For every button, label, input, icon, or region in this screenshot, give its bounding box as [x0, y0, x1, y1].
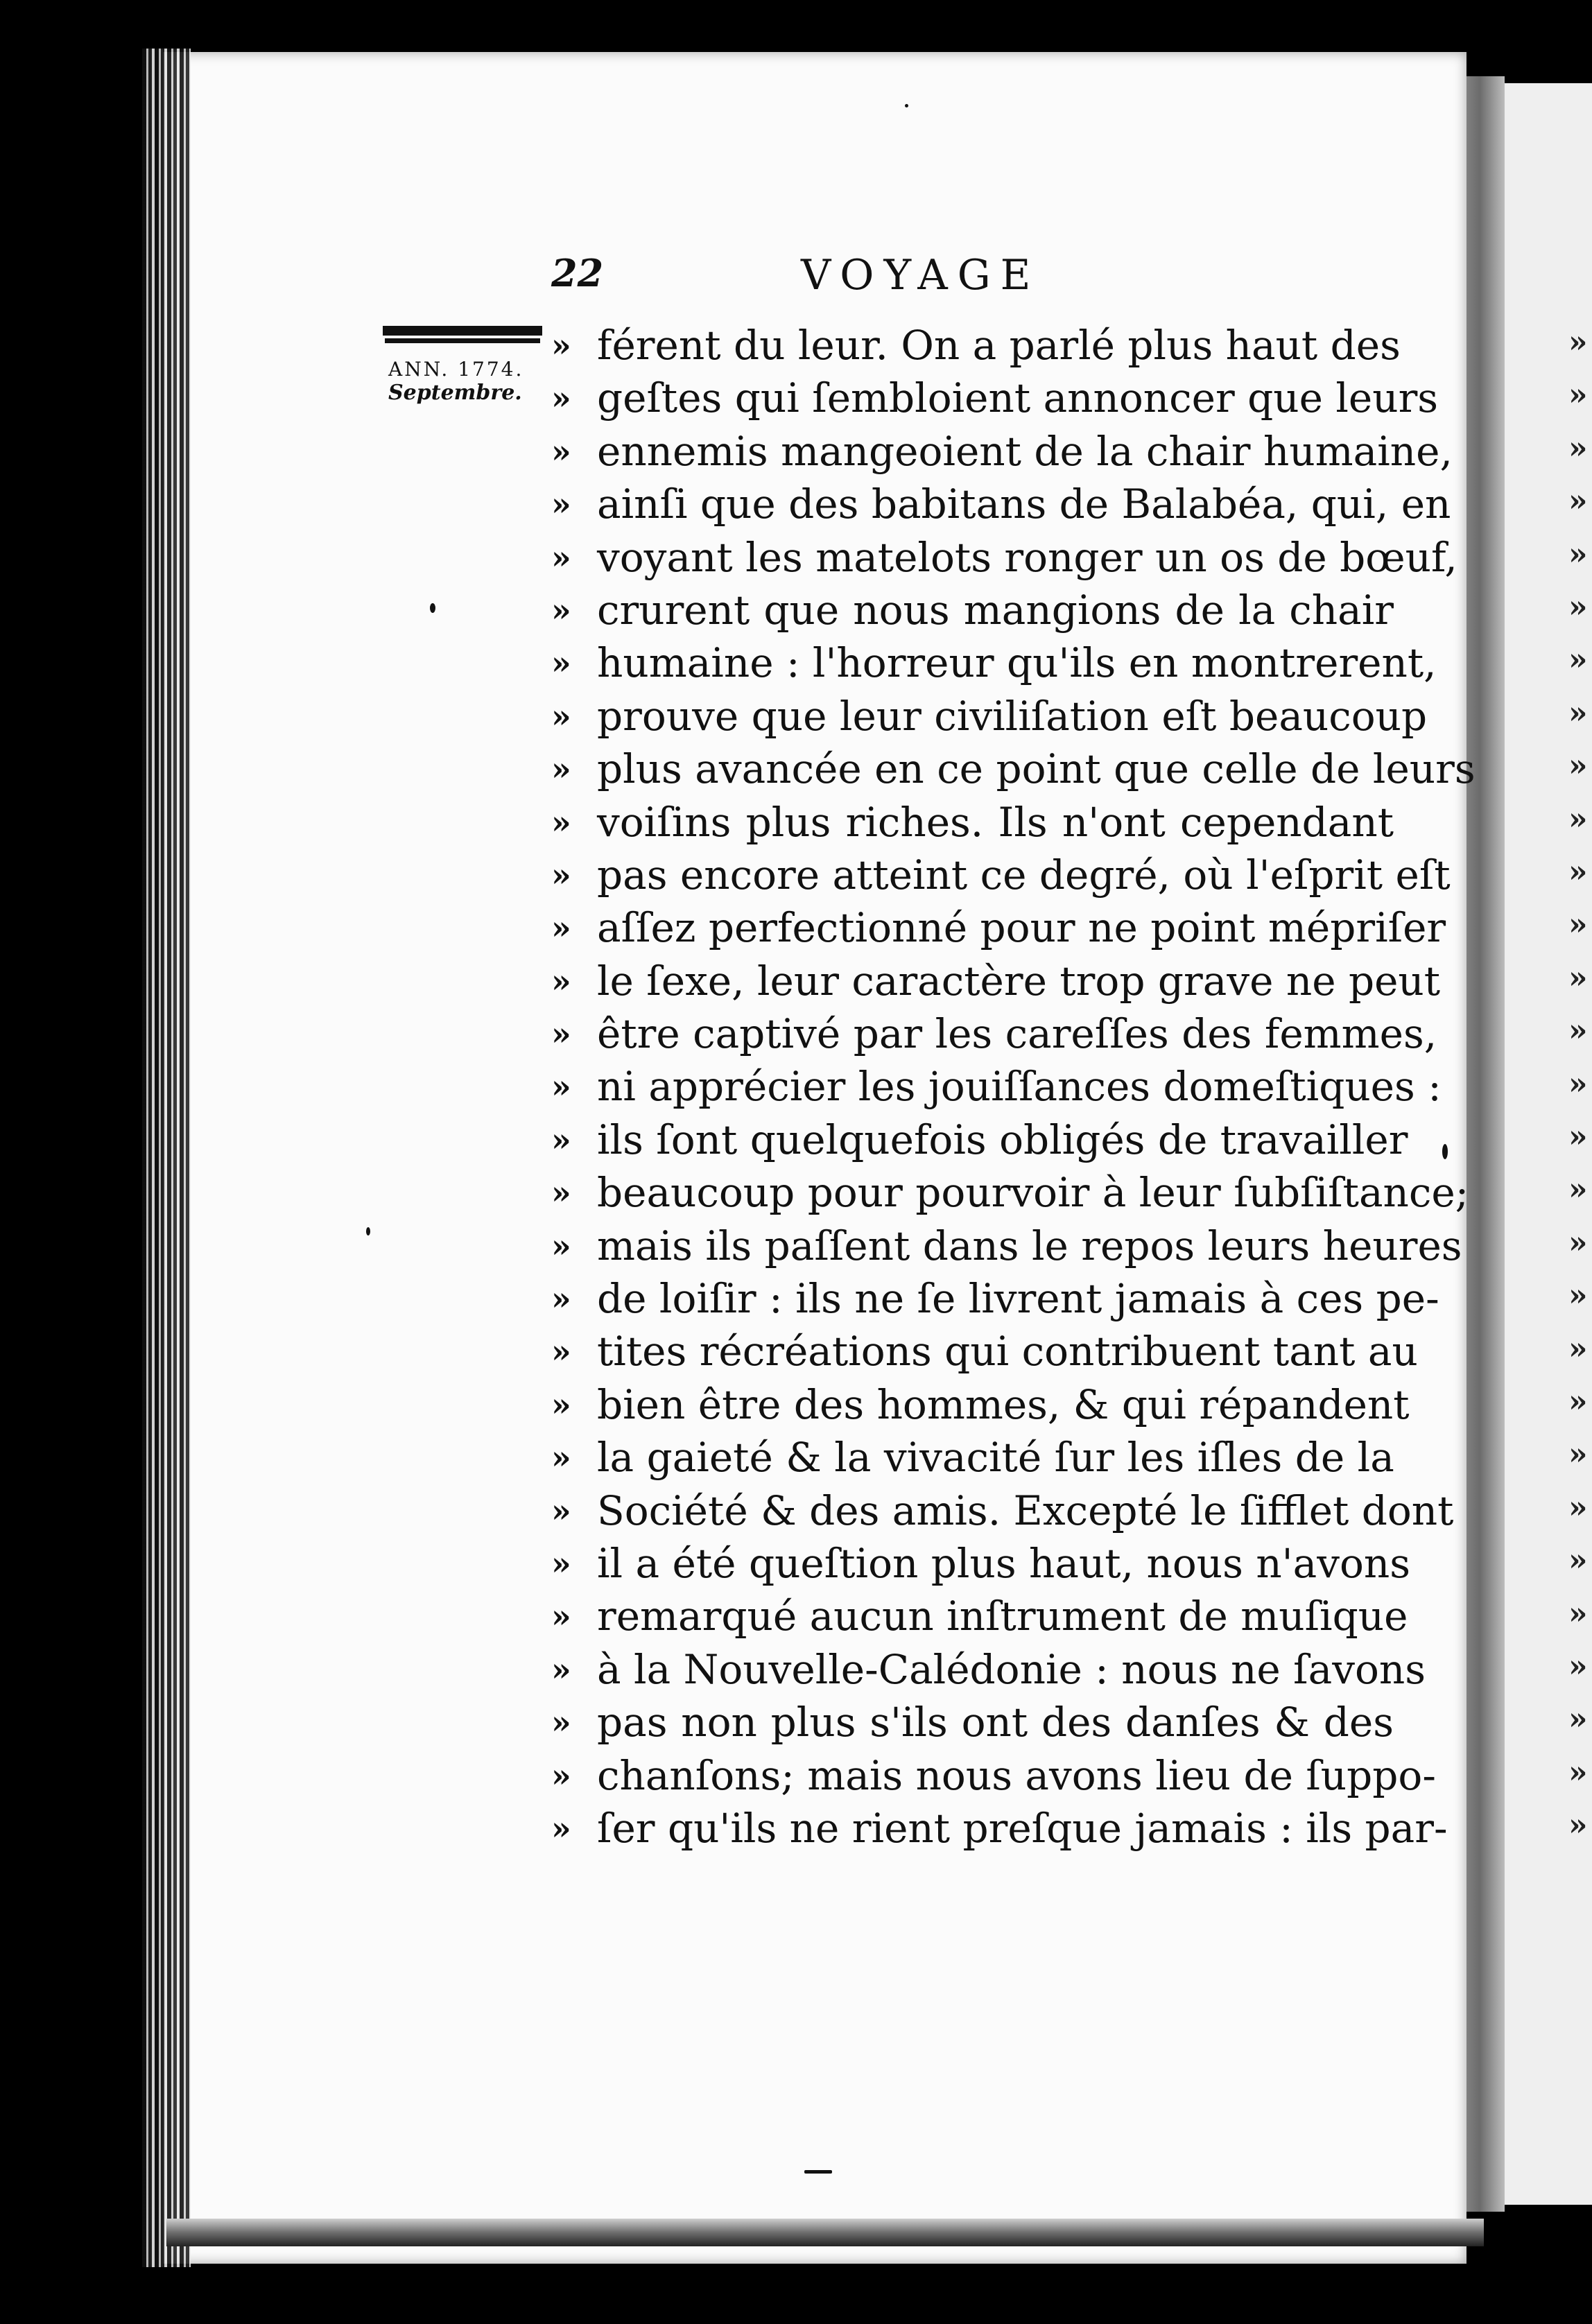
margin-note [388, 358, 555, 405]
text-line [551, 690, 1428, 743]
text-line [551, 1431, 1394, 1484]
quote-mark: » [551, 1120, 571, 1159]
text-line [551, 1060, 1442, 1113]
text-line [551, 743, 1476, 795]
quote-mark: » [551, 1280, 571, 1318]
line-text: prouve que leur civiliſation eſt beaucoup [597, 692, 1428, 740]
line-text: geſtes qui ſembloient annoncer que leurs [597, 374, 1439, 422]
line-text: ennemis mangeoient de la chair humaine, [597, 427, 1453, 475]
margin-rule [383, 326, 542, 338]
line-text: ils ſont quelquefois obligés de travailler [597, 1116, 1408, 1163]
quote-mark: » [551, 1439, 571, 1477]
running-title: VOYAGE [801, 251, 1041, 300]
next-page-quote-mark: » [1568, 695, 1588, 731]
line-text: le ſexe, leur caractère trop grave ne peut [597, 957, 1441, 1005]
line-text: de loiſir : ils ne ſe livrent jamais à ces pe- [597, 1275, 1439, 1323]
line-text: plus avancée en ce point que celle de leurs [597, 745, 1476, 793]
quote-mark: » [551, 485, 571, 523]
text-line [551, 796, 1394, 849]
page-number: 22 [551, 251, 604, 295]
line-text: mais ils paſſent dans le repos leurs heures [597, 1222, 1462, 1269]
quote-mark: » [551, 644, 571, 682]
text-line [551, 1272, 1439, 1325]
text-line [551, 955, 1441, 1007]
line-text: à la Nouvelle-Calédonie : nous ne ſavons [597, 1645, 1426, 1693]
text-line [551, 901, 1446, 954]
quote-mark: » [551, 856, 571, 894]
text-line [551, 1007, 1437, 1060]
line-text: pas non plus s'ils ont des danſes & des [597, 1699, 1394, 1746]
quote-mark: » [551, 1809, 571, 1847]
line-text: humaine : l'horreur qu'ils en montrerent, [597, 639, 1437, 687]
text-line [551, 1220, 1462, 1272]
text-line [551, 584, 1394, 636]
quote-mark: » [551, 1491, 571, 1529]
margin-note-year: ANN. 1774. [388, 358, 524, 381]
next-page-quote-mark: » [1568, 642, 1588, 678]
quote-mark: » [551, 1068, 571, 1106]
next-page-quote-mark: » [1568, 589, 1588, 625]
line-text: Société & des amis. Excepté le ſifflet dont [597, 1486, 1454, 1534]
next-page-quote-mark: » [1568, 801, 1588, 837]
text-line [551, 1166, 1469, 1219]
text-line [551, 425, 1453, 478]
quote-mark: » [551, 1385, 571, 1423]
line-text: ſer qu'ils ne rient preſque jamais : ils par- [597, 1804, 1448, 1852]
quote-mark: » [551, 909, 571, 947]
quote-mark: » [551, 591, 571, 629]
next-page-quote-mark: » [1568, 536, 1588, 572]
text-line [551, 1378, 1410, 1431]
next-page-quote-mark: » [1568, 1013, 1588, 1049]
line-text: être captivé par les careſſes des femmes, [597, 1010, 1437, 1058]
line-text: ainſi que des babitans de Balabéa, qui, en [597, 480, 1451, 528]
quote-mark: » [551, 750, 571, 788]
next-page-quote-mark: » [1568, 430, 1588, 466]
quote-mark: » [551, 1544, 571, 1582]
next-page-quote-mark: » [1568, 960, 1588, 996]
text-line [551, 1643, 1426, 1696]
line-text: il a été queſtion plus haut, nous n'avons [597, 1539, 1410, 1587]
quote-mark: » [551, 379, 571, 417]
quote-mark: » [551, 1226, 571, 1265]
quote-mark: » [551, 327, 571, 364]
line-text: bien être des hommes, & qui répandent [597, 1380, 1410, 1428]
quote-mark: » [551, 962, 571, 1000]
next-page-quote-mark: » [1568, 1172, 1588, 1208]
next-page-quote-mark: » [1568, 483, 1588, 519]
quote-mark: » [551, 1333, 571, 1371]
text-line [551, 1113, 1408, 1166]
next-page-quote-mark: » [1568, 1224, 1588, 1260]
next-page-quote-mark: » [1568, 907, 1588, 943]
next-page-quote-mark: » [1568, 1278, 1588, 1314]
next-page-quote-mark: » [1568, 1595, 1588, 1631]
body-text [551, 319, 1476, 1855]
text-line [551, 531, 1457, 584]
quote-mark: » [551, 538, 571, 576]
next-page-quote-mark: » [1568, 1437, 1588, 1473]
next-page-quote-mark: » [1568, 1489, 1588, 1525]
text-line [551, 1696, 1394, 1749]
next-page-quote-mark: » [1568, 324, 1588, 360]
text-line [551, 478, 1451, 530]
next-page-quote-mark: » [1568, 748, 1588, 784]
text-line [551, 319, 1401, 372]
line-text: férent du leur. On a parlé plus haut des [597, 322, 1401, 369]
next-page-quote-mark: » [1568, 1119, 1588, 1154]
quote-mark: » [551, 1174, 571, 1212]
next-page-quote-mark: » [1568, 1330, 1588, 1367]
next-page-quote-mark: » [1568, 1754, 1588, 1790]
line-text: chanſons; mais nous avons lieu de ſuppo- [597, 1751, 1436, 1799]
next-page-quote-mark: » [1568, 377, 1588, 413]
quote-mark: » [551, 1756, 571, 1794]
book-binding [142, 49, 191, 2267]
quote-mark: » [551, 1015, 571, 1053]
quote-mark: » [551, 697, 571, 735]
line-text: aſſez perfectionné pour ne point mépriſer [597, 904, 1446, 952]
text-line [551, 1749, 1436, 1802]
quote-mark: » [551, 1597, 571, 1636]
text-line [551, 1484, 1454, 1537]
line-text: beaucoup pour pourvoir à leur ſubſiſtance; [597, 1169, 1469, 1217]
line-text: voyant les matelots ronger un os de bœuf, [597, 533, 1457, 581]
next-page-quote-mark: » [1568, 854, 1588, 890]
text-line [551, 636, 1437, 689]
line-text: pas encore atteint ce degré, où l'eſprit eſt [597, 851, 1451, 899]
page-edge-bottom [166, 2219, 1484, 2246]
next-page-quote-mark: » [1568, 1701, 1588, 1737]
quote-mark: » [551, 432, 571, 470]
line-text: la gaieté & la vivacité ſur les iſles de la [597, 1434, 1394, 1482]
line-text: crurent que nous mangions de la chair [597, 586, 1394, 634]
next-page-quote-mark: » [1568, 1384, 1588, 1419]
line-text: tites récréations qui contribuent tant au [597, 1328, 1418, 1376]
quote-mark: » [551, 1650, 571, 1688]
next-page-quote-mark: » [1568, 1066, 1588, 1102]
text-line [551, 849, 1451, 901]
text-line [551, 372, 1439, 424]
margin-note-month: Septembre. [388, 381, 522, 405]
text-line [551, 1590, 1408, 1642]
text-line [551, 1325, 1418, 1378]
next-page-quote-mark: » [1568, 1807, 1588, 1844]
next-page-quote-mark: » [1568, 1543, 1588, 1579]
quote-mark: » [551, 803, 571, 841]
line-text: ni apprécier les jouiſſances domeſtiques : [597, 1063, 1442, 1111]
line-text: remarqué aucun inſtrument de muſique [597, 1593, 1408, 1640]
line-text: voiſins plus riches. Ils n'ont cependant [597, 798, 1394, 846]
quote-mark: » [551, 1703, 571, 1742]
text-line [551, 1802, 1448, 1855]
text-line [551, 1537, 1410, 1590]
next-page-quote-mark: » [1568, 1649, 1588, 1684]
